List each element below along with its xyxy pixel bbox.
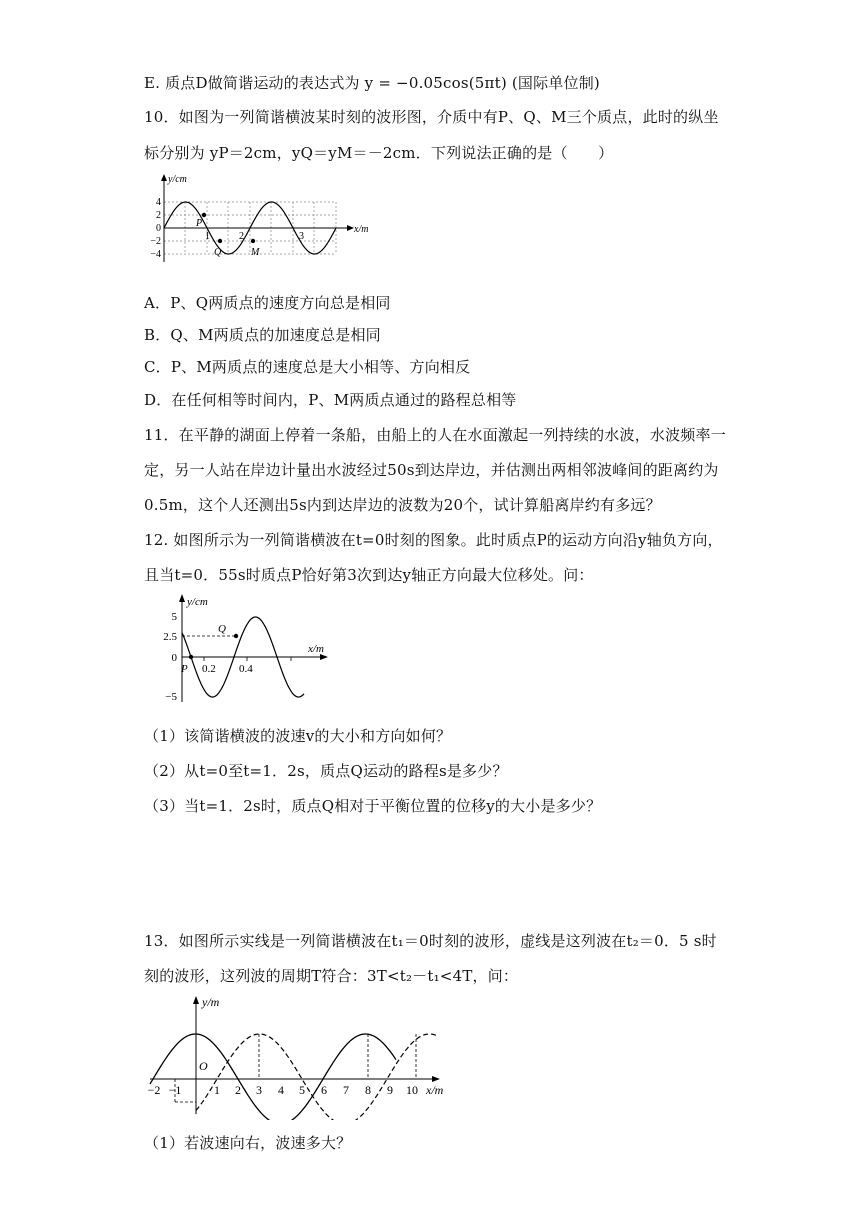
x-tick: 1: [205, 231, 210, 242]
question-10-line-2: 标分别为 yP＝2cm，yQ＝yM＝－2cm．下列说法正确的是（ ）: [144, 144, 614, 162]
solid-wave-t1: [147, 1034, 396, 1120]
x-tick: 6: [321, 1083, 327, 1097]
option-b: B．Q、M两质点的加速度总是相同: [144, 326, 381, 344]
y-tick: 2.5: [163, 631, 177, 643]
x-tick: 9: [387, 1083, 393, 1097]
x-tick: −1: [168, 1083, 182, 1097]
y-tick: −5: [165, 691, 177, 703]
x-tick: 1: [214, 1083, 220, 1097]
x-tick: 0.4: [239, 663, 253, 675]
y-tick: −2: [150, 236, 161, 247]
question-12-part-2: （2）从t=0至t=1．2s，质点Q运动的路程s是多少？: [144, 762, 508, 780]
figure-13-wave-graph: [144, 990, 464, 1120]
option-d: D．在任何相等时间内，P、M两质点通过的路程总相等: [144, 391, 517, 409]
x-tick: 2: [235, 1083, 241, 1097]
point-q-marker: [218, 239, 222, 243]
y-tick: 5: [171, 611, 177, 623]
x-tick: 7: [343, 1083, 349, 1097]
x-tick: 3: [256, 1083, 262, 1097]
question-12-line-1: 12. 如图所示为一列简谐横波在t=0时刻的图象。此时质点P的运动方向沿y轴负方向，: [144, 531, 723, 549]
question-11-line-1: 11．在平静的湖面上停着一条船，由船上的人在水面激起一列持续的水波，水波频率一: [144, 426, 726, 444]
x-tick: 4: [278, 1083, 284, 1097]
question-13-line-2: 刻的波形，这列波的周期T符合：3T<t₂－t₁<4T，问：: [144, 967, 519, 985]
option-c: C．P、M两质点的速度总是大小相等、方向相反: [144, 358, 471, 376]
x-tick: 8: [365, 1083, 371, 1097]
x-tick: 0.2: [202, 663, 216, 675]
point-m-label: M: [251, 247, 260, 258]
question-12-part-1: （1）该简谐横波的波速v的大小和方向如何？: [144, 727, 452, 745]
y-tick: −4: [150, 249, 161, 260]
x-axis-label: x/m: [354, 224, 369, 235]
figure-10-wave-graph: [144, 172, 384, 268]
point-p-marker: [189, 655, 193, 659]
question-10-line-1: 10．如图为一列简谐横波某时刻的波形图，介质中有P、Q、M三个质点，此时的纵坐: [144, 108, 719, 126]
dashed-wave-t2: [196, 1034, 436, 1120]
point-q-label: Q: [218, 623, 226, 635]
point-p-label: P: [196, 218, 203, 229]
question-12-line-2: 且当t=0．55s时质点P恰好第3次到达y轴正方向最大位移处。问：: [144, 566, 594, 584]
point-q-marker: [234, 634, 238, 638]
origin-label: O: [199, 1059, 208, 1073]
x-tick: 2: [239, 231, 244, 242]
y-tick: 4: [156, 197, 161, 208]
y-axis-label: y/cm: [168, 174, 187, 185]
point-p-marker: [202, 213, 206, 217]
y-tick: 0: [171, 652, 177, 664]
x-tick: 3: [299, 231, 304, 242]
option-a: A．P、Q两质点的速度方向总是相同: [144, 294, 391, 312]
question-12-part-3: （3）当t=1．2s时，质点Q相对于平衡位置的位移y的大小是多少？: [144, 797, 602, 815]
point-p-label: P: [181, 663, 188, 675]
y-tick: 2: [156, 210, 161, 221]
figure-12-wave-graph: [144, 590, 344, 710]
y-axis-label: y/m: [202, 995, 220, 1009]
question-11-line-2: 定，另一人站在岸边计量出水波经过50s到达岸边，并估测出两相邻波峰间的距离约为: [144, 461, 719, 479]
point-m-marker: [251, 239, 255, 243]
option-e: E. 质点D做简谐运动的表达式为 y = −0.05cos(5πt) (国际单位制): [144, 74, 600, 92]
x-tick: −2: [147, 1083, 161, 1097]
y-tick: 0: [156, 223, 161, 234]
x-tick: 5: [299, 1083, 305, 1097]
question-11-line-3: 0.5m，这个人还测出5s内到达岸边的波数为20个，试计算船离岸约有多远？: [144, 496, 661, 514]
x-tick: 10: [406, 1083, 418, 1097]
question-13-line-1: 13．如图所示实线是一列简谐横波在t₁＝0时刻的波形，虚线是这列波在t₂＝0．5 s时: [144, 932, 717, 950]
y-axis-label: y/cm: [187, 596, 208, 608]
x-axis-label: x/m: [308, 643, 324, 655]
question-13-part-1: （1）若波速向右，波速多大？: [144, 1134, 352, 1152]
point-q-label: Q: [214, 247, 222, 258]
x-axis-label: x/m: [426, 1083, 444, 1097]
